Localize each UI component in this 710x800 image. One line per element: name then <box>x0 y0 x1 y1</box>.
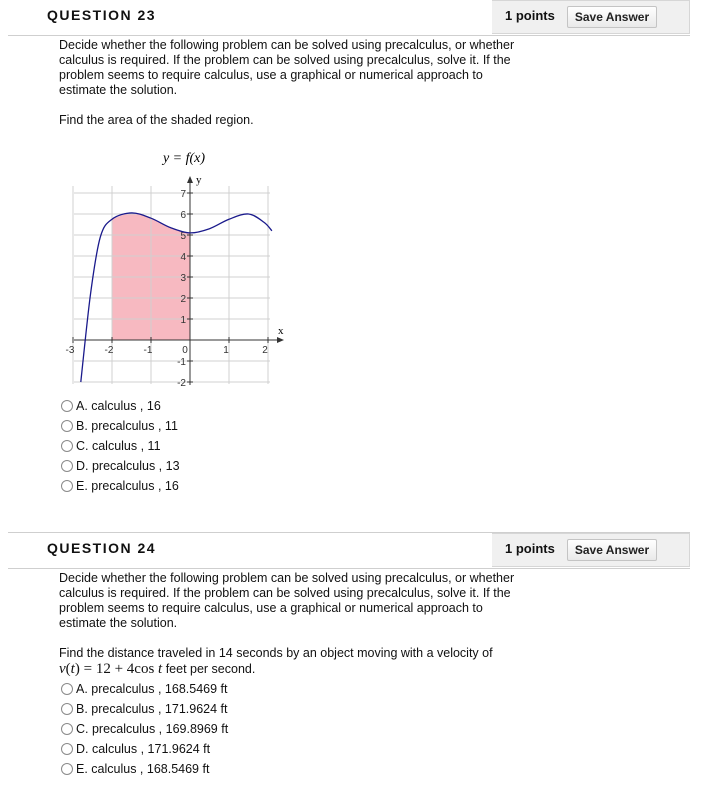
function-graph <box>60 146 290 389</box>
y-tick-label: 5 <box>180 231 186 242</box>
prompt-text: Find the area of the shaded region. <box>59 113 254 127</box>
answer-choice[interactable]: C. precalculus , 169.8969 ft <box>61 719 228 739</box>
answer-choice[interactable]: B. precalculus , 171.9624 ft <box>61 699 228 719</box>
radio-button[interactable] <box>61 440 73 452</box>
y-tick-label: 4 <box>180 252 186 263</box>
eq-variable: t <box>70 661 75 677</box>
answer-choice[interactable]: E. calculus , 168.5469 ft <box>61 759 228 779</box>
x-tick-label: 2 <box>262 345 268 356</box>
radio-button[interactable] <box>61 763 73 775</box>
eq-coefficient: 4 <box>126 661 135 677</box>
radio-button[interactable] <box>61 743 73 755</box>
header-divider <box>8 35 690 36</box>
answer-choices-q24 <box>61 679 228 779</box>
points-label: 1 points <box>505 541 555 556</box>
radio-button[interactable] <box>61 420 73 432</box>
answer-choice[interactable]: C. calculus , 11 <box>61 436 180 456</box>
radio-button[interactable] <box>61 683 73 695</box>
x-tick-label: 1 <box>223 345 229 356</box>
question-24-header <box>0 533 690 567</box>
eq-constant: 12 <box>95 661 111 677</box>
y-tick-label: -1 <box>177 357 186 368</box>
x-tick-label: -1 <box>143 345 153 356</box>
answer-choices-q23 <box>61 396 180 496</box>
answer-choice[interactable]: D. calculus , 171.9624 ft <box>61 739 228 759</box>
save-answer-button[interactable]: Save Answer <box>567 6 657 28</box>
answer-choice[interactable]: D. precalculus , 13 <box>61 456 180 476</box>
prompt-text: Find the distance traveled in 14 seconds by an object moving with a velocity of <box>59 646 493 660</box>
x-tick-label: 0 <box>182 345 188 356</box>
y-axis-label: y <box>196 174 202 186</box>
x-axis-label: x <box>278 325 284 337</box>
x-tick-label: -3 <box>65 345 75 356</box>
x-tick-label: -2 <box>104 345 114 356</box>
eq-function: v <box>59 661 66 677</box>
y-tick-label: 7 <box>180 189 186 200</box>
header-divider <box>8 568 690 569</box>
function-label: y = f(x) <box>162 151 206 166</box>
question-title: QUESTION 24 <box>47 540 157 556</box>
answer-choice[interactable]: B. precalculus , 11 <box>61 416 180 436</box>
y-tick-label: -2 <box>177 378 186 389</box>
y-tick-label: 1 <box>180 315 186 326</box>
question-title: QUESTION 23 <box>47 7 157 23</box>
question-23-header <box>0 0 690 34</box>
points-label: 1 points <box>505 8 555 23</box>
y-axis-arrow-icon <box>187 176 193 183</box>
radio-button[interactable] <box>61 703 73 715</box>
radio-button[interactable] <box>61 460 73 472</box>
y-tick-label: 6 <box>180 210 186 221</box>
eq-trig: cos <box>134 661 155 677</box>
y-tick-label: 3 <box>180 273 186 284</box>
x-axis-arrow-icon <box>277 337 284 343</box>
instructions-text: Decide whether the following problem can be solved using precalculus, or whether calculus is required. If the problem can be solved using precalculus, solve it. If the problem seems to require calculus, use a graphical or numerical approach to estimate the solution. <box>59 38 515 97</box>
radio-button[interactable] <box>61 723 73 735</box>
eq-suffix: feet per second. <box>165 662 256 676</box>
save-answer-button[interactable]: Save Answer <box>567 539 657 561</box>
radio-button[interactable] <box>61 400 73 412</box>
answer-choice[interactable]: E. precalculus , 16 <box>61 476 180 496</box>
answer-choice[interactable]: A. precalculus , 168.5469 ft <box>61 679 228 699</box>
y-tick-label: 2 <box>180 294 186 305</box>
velocity-equation: v(t) = 12 + 4cos t feet per second. <box>59 661 256 677</box>
radio-button[interactable] <box>61 480 73 492</box>
answer-choice[interactable]: A. calculus , 16 <box>61 396 180 416</box>
instructions-text: Decide whether the following problem can be solved using precalculus, or whether calculus is required. If the problem can be solved using precalculus, solve it. If the problem seems to require calculus, use a graphical or numerical approach to estimate the solution. <box>59 571 515 630</box>
